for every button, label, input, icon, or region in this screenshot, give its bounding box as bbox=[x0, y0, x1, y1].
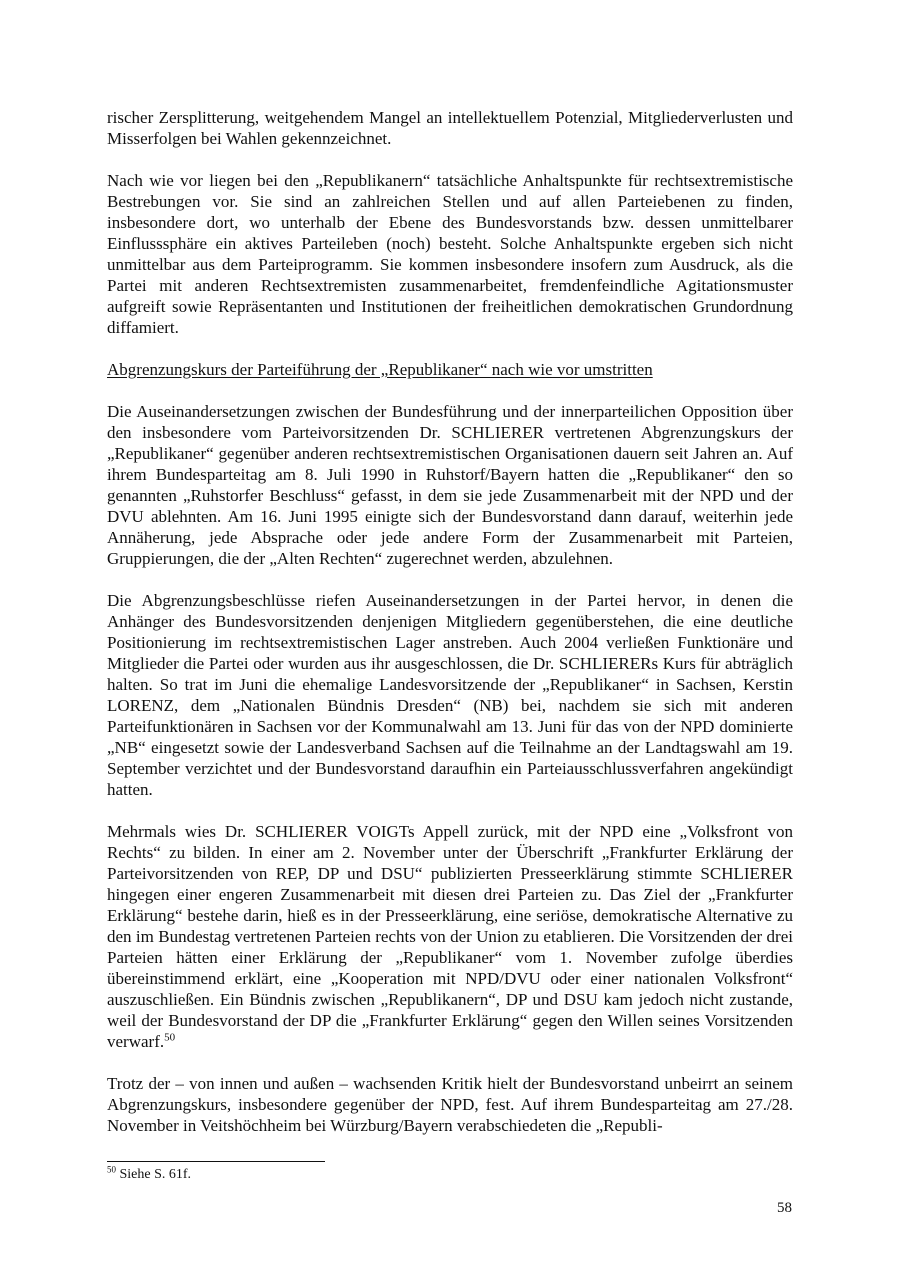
paragraph-2: Nach wie vor liegen bei den „Republikanern“ tatsächliche Anhaltspunkte für rechtsextremistische Bestrebungen vor. Sie sind an zahlreichen Stellen und auf allen Parteiebenen zu finden, insbesondere dort, wo unterhalb der Ebene des Bundesvorstands bzw. dessen unmittelbarer Einflusssphäre ein aktives Parteileben (noch) besteht. Solche Anhaltspunkte ergeben sich nicht unmittelbar aus dem Parteiprogramm. Sie kommen insbesondere insofern zum Ausdruck, als die Partei mit anderen Rechtsextremisten zusammenarbeitet, fremdenfeindliche Agitationsmuster aufgreift sowie Repräsentanten und Institutionen der freiheitlichen demokratischen Grundordnung diffamiert. bbox=[107, 171, 793, 337]
page-number: 58 bbox=[777, 1200, 792, 1216]
paragraph-1: rischer Zersplitterung, weitgehendem Mangel an intellektuellem Potenzial, Mitgliederverlusten und Misserfolgen bei Wahlen gekennzeichnet. bbox=[107, 108, 793, 148]
footnote bbox=[107, 1166, 191, 1184]
page-body bbox=[107, 107, 793, 1136]
footnote-divider bbox=[107, 1161, 325, 1162]
paragraph-3: Die Auseinandersetzungen zwischen der Bundesführung und der innerparteilichen Opposition über den insbesondere vom Parteivorsitzenden Dr. SCHLIERER vertretenen Abgrenzungskurs der „Republikaner“ gegenüber anderen rechtsextremistischen Organisationen dauern seit Jahren an. Auf ihrem Bundesparteitag am 8. Juli 1990 in Ruhstorf/Bayern hatten die „Republikaner“ den so genannten „Ruhstorfer Beschluss“ gefasst, in dem sie jede Zusammenarbeit mit der NPD und der DVU ablehnten. Am 16. Juni 1995 einigte sich der Bundesvorstand dann darauf, weiterhin jede Annäherung, jede Absprache oder jede andere Form der Zusammenarbeit mit Parteien, Gruppierungen, die der „Alten Rechten“ zugerechnet werden, abzulehnen. bbox=[107, 402, 793, 568]
paragraph-5 bbox=[107, 821, 793, 1052]
paragraph-6: Trotz der – von innen und außen – wachsenden Kritik hielt der Bundesvorstand unbeirrt an seinem Abgrenzungskurs, insbesondere gegenüber der NPD, fest. Auf ihrem Bundesparteitag am 27./28. November in Veitshöchheim bei Würzburg/Bayern verabschiedeten die „Republi- bbox=[107, 1074, 793, 1135]
footnote-text: Siehe S. 61f. bbox=[119, 1167, 192, 1182]
footnote-reference[interactable]: 50 bbox=[164, 1031, 176, 1044]
section-heading: Abgrenzungskurs der Parteiführung der „Republikaner“ nach wie vor umstritten bbox=[107, 360, 653, 379]
footnote-marker: 50 bbox=[107, 1164, 116, 1175]
paragraph-5-text: Mehrmals wies Dr. SCHLIERER VOIGTs Appell zurück, mit der NPD eine „Volksfront von Rechts“ zu bilden. In einer am 2. November unter der Überschrift „Frankfurter Erklärung der Parteivorsitzenden von REP, DP und DSU“ publizierten Presseerklärung stimmte SCHLIERER hingegen einer engeren Zusammenarbeit mit diesen drei Parteien zu. Das Ziel der „Frankfurter Erklärung“ bestehe darin, hieß es in der Presseerklärung, eine seriöse, demokratische Alternative zu den im Bundestag vertretenen Parteien rechts von der Union zu etablieren. Die Vorsitzenden der drei Parteien hätten einer Erklärung der „Republikaner“ vom 1. November zufolge überdies übereinstimmend erklärt, eine „Kooperation mit NPD/DVU oder einer nationalen Volksfront“ auszuschließen. Ein Bündnis zwischen „Republikanern“, DP und DSU kam jedoch nicht zustande, weil der Bundesvorstand der DP die „Frankfurter Erklärung“ gegen den Willen seines Vorsitzenden verwarf. bbox=[107, 822, 793, 1051]
paragraph-4: Die Abgrenzungsbeschlüsse riefen Auseinandersetzungen in der Partei hervor, in denen die Anhänger des Bundesvorsitzenden denjenigen Mitgliedern gegenüberstehen, die eine deutliche Positionierung im rechtsextremistischen Lager anstreben. Auch 2004 verließen Funktionäre und Mitglieder die Partei oder wurden aus ihr ausgeschlossen, die Dr. SCHLIERERs Kurs für abträglich halten. So trat im Juni die ehemalige Landesvorsitzende der „Republikaner“ in Sachsen, Kerstin LORENZ, dem „Nationalen Bündnis Dresden“ (NB) bei, nachdem sie sich mit anderen Parteifunktionären in Sachsen vor der Kommunalwahl am 13. Juni für das von der NPD dominierte „NB“ eingesetzt sowie der Landesverband Sachsen auf die Teilnahme an der Landtagswahl am 19. September verzichtet und der Bundesvorstand daraufhin ein Parteiausschlussverfahren angekündigt hatten. bbox=[107, 591, 793, 799]
